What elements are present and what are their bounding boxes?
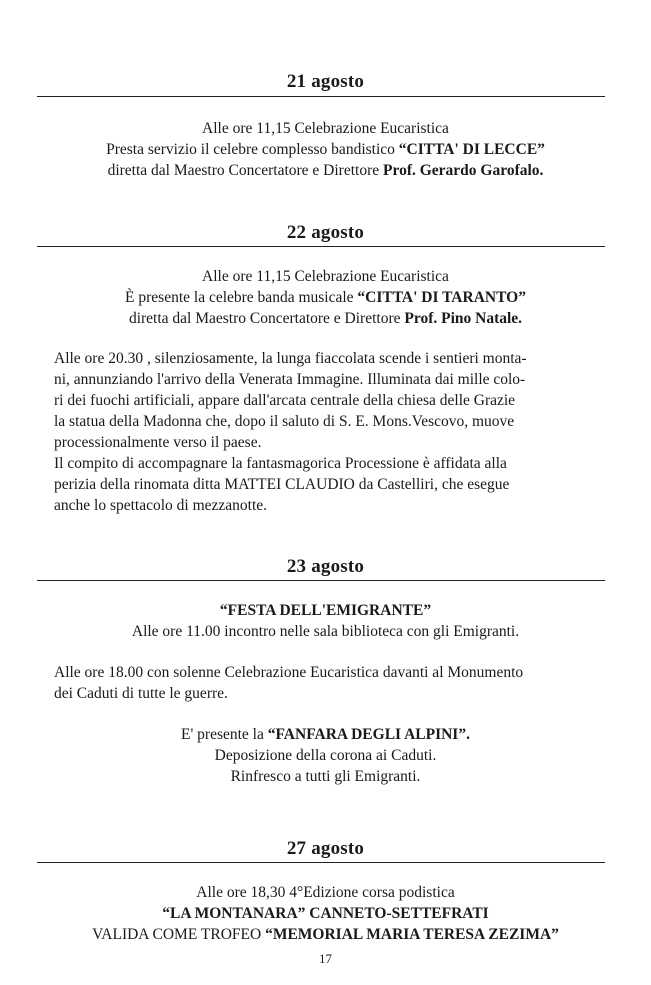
event-line: diretta dal Maestro Concertatore e Direttore Prof. Gerardo Garofalo. — [107, 162, 544, 179]
mass-paragraph: Alle ore 18.00 con solenne Celebrazione Eucaristica davanti al Monumento dei Caduti di tutte le guerre. — [54, 664, 524, 702]
event-line: E' presente la “FANFARA DEGLI ALPINI”. — [181, 726, 470, 743]
event-line: Alle ore 11,15 Celebrazione Eucaristica — [202, 120, 449, 137]
date-heading-27: 27 agosto — [286, 838, 365, 859]
event-line: Alle ore 18,30 4°Edizione corsa podistica — [196, 884, 455, 901]
section-rule — [37, 96, 605, 97]
event-title: “FESTA DELL'EMIGRANTE” — [219, 602, 432, 619]
date-heading-21: 21 agosto — [286, 71, 365, 92]
event-line: Alle ore 11.00 incontro nelle sala biblioteca con gli Emigranti. — [131, 623, 520, 640]
section-rule — [37, 862, 605, 863]
procession-paragraph: Alle ore 20.30 , silenziosamente, la lunga fiaccolata scende i sentieri monta- ni, annunziando l'arrivo della Venerata Immagine. Illuminata dai mille colo- ri dei fuochi artificiali, appare dall'arcata centrale della chiesa delle Grazie la statua della Madonna che, dopo il saluto di S. E. Mons.Vescovo, muove processionalmente verso il paese. Il compito di accompagnare la fantasmagorica Processione è affidata alla perizia della rinomata ditta MATTEI CLAUDIO da Castelliri, che esegue anche lo spettacolo di mezzanotte. — [54, 350, 527, 514]
page-number: 17 — [319, 951, 332, 966]
event-line: VALIDA COME TROFEO “MEMORIAL MARIA TERESA ZEZIMA” — [92, 926, 559, 943]
event-line: Alle ore 11,15 Celebrazione Eucaristica — [202, 268, 449, 285]
date-heading-22: 22 agosto — [286, 222, 365, 243]
event-line: “LA MONTANARA” CANNETO-SETTEFRATI — [162, 905, 489, 922]
event-line: diretta dal Maestro Concertatore e Direttore Prof. Pino Natale. — [128, 310, 523, 327]
event-line: Rinfresco a tutti gli Emigranti. — [230, 768, 421, 785]
section-rule — [37, 246, 605, 247]
date-heading-23: 23 agosto — [286, 556, 365, 577]
section-rule — [37, 580, 605, 581]
event-line: Presta servizio il celebre complesso bandistico “CITTA' DI LECCE” — [106, 141, 545, 158]
event-line: È presente la celebre banda musicale “CITTA' DI TARANTO” — [125, 289, 526, 306]
event-line: Deposizione della corona ai Caduti. — [214, 747, 437, 764]
